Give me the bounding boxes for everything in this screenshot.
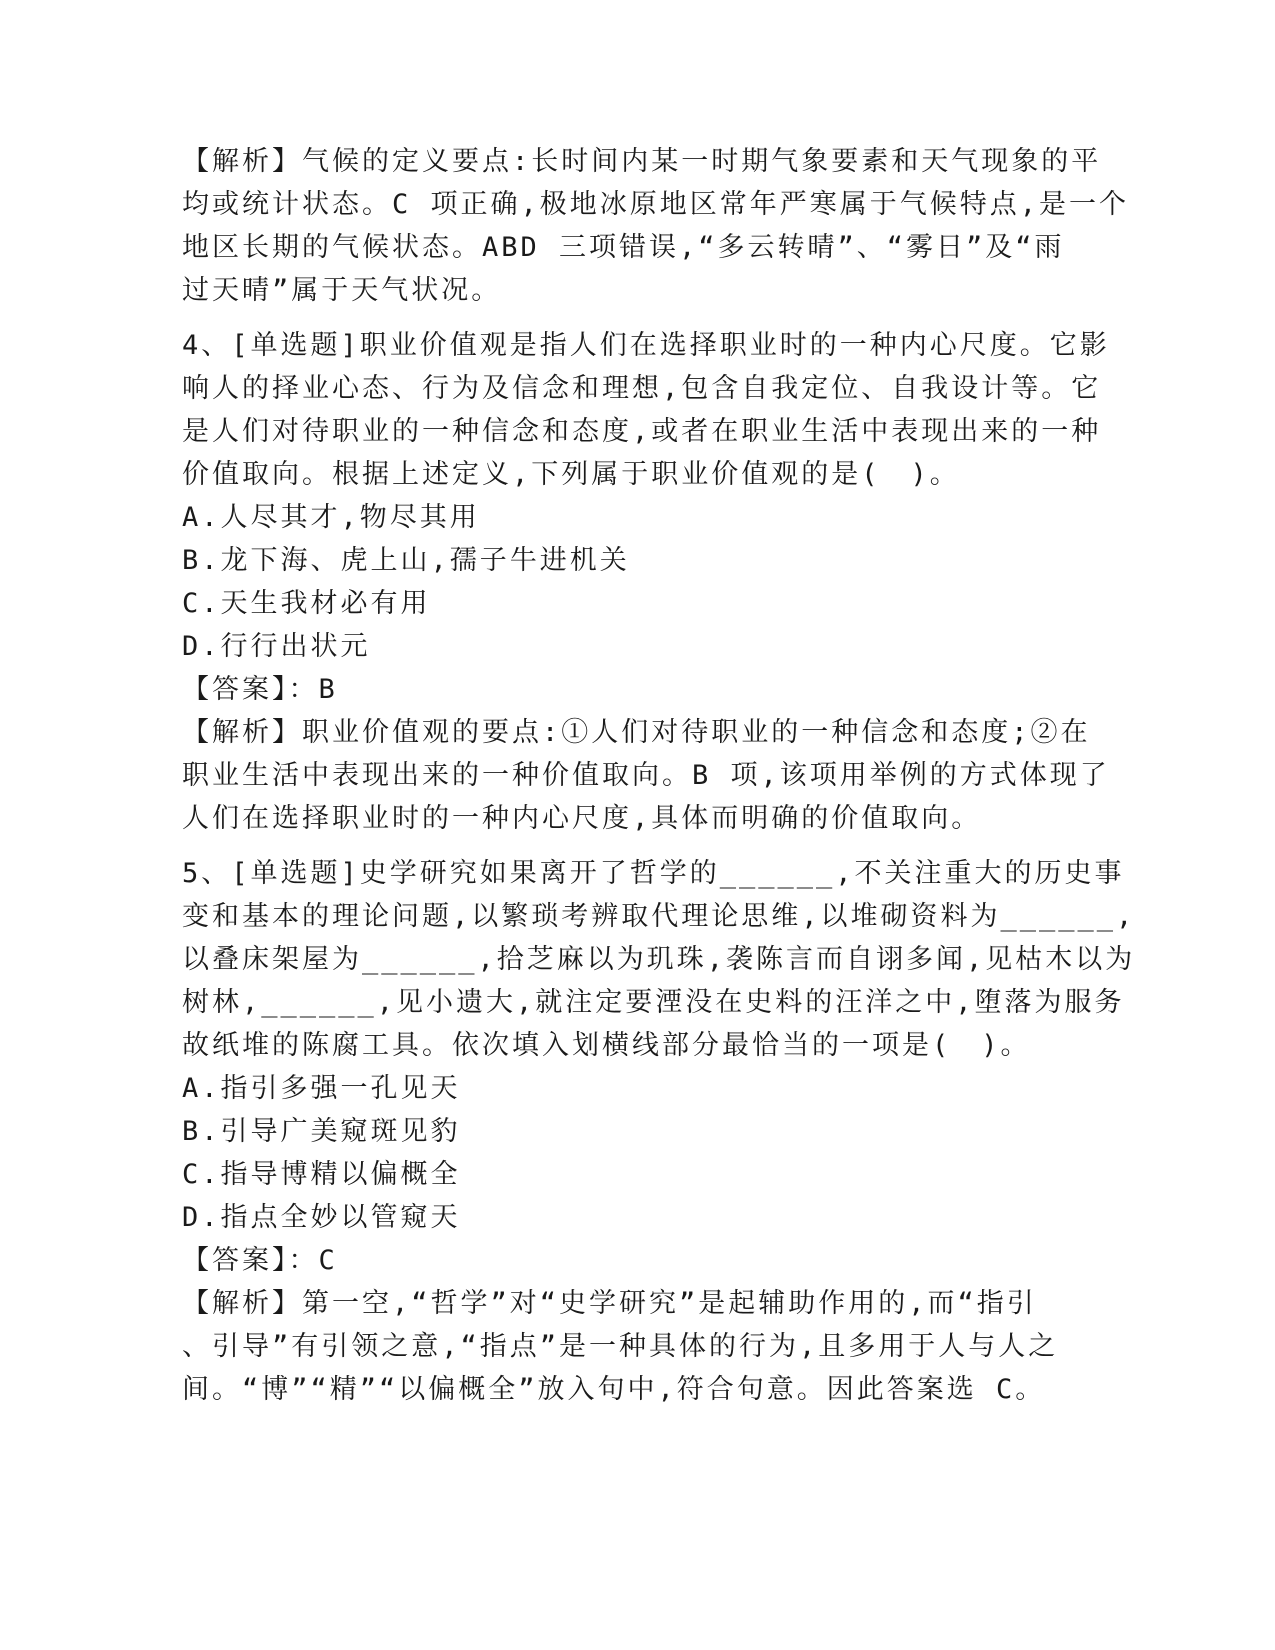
text-line: 地区长期的气候状态。ABD 三项错误,“多云转晴”、“雾日”及“雨 — [182, 232, 1065, 263]
question-stem-line: 树林,______,见小遗大,就注定要湮没在史料的汪洋之中,堕落为服务 — [182, 987, 1125, 1018]
analysis-line: 人们在选择职业时的一种内心尺度,具体而明确的价值取向。 — [182, 803, 982, 834]
option-d: D.指点全妙以管窥天 — [182, 1202, 461, 1233]
analysis-block-q3 — [182, 140, 1130, 312]
question-stem-line: 价值取向。根据上述定义,下列属于职业价值观的是( )。 — [182, 459, 960, 490]
question-stem-line: 故纸堆的陈腐工具。依次填入划横线部分最恰当的一项是( )。 — [182, 1030, 1031, 1061]
option-b: B.龙下海、虎上山,孺子牛进机关 — [182, 545, 630, 576]
answer-line: 【答案】：B — [182, 674, 338, 705]
answer-line: 【答案】：C — [182, 1245, 338, 1276]
spacer — [182, 312, 1082, 324]
question-stem-line: 4、[单选题]职业价值观是指人们在选择职业时的一种内心尺度。它影 — [182, 330, 1110, 361]
question-stem-line: 是人们对待职业的一种信念和态度,或者在职业生活中表现出来的一种 — [182, 416, 1102, 447]
option-b: B.引导广美窥斑见豹 — [182, 1116, 461, 1147]
analysis-line: 【解析】第一空,“哲学”对“史学研究”是起辅助作用的,而“指引 — [182, 1288, 1037, 1319]
question-stem-line: 变和基本的理论问题,以繁琐考辨取代理论思维,以堆砌资料为______, — [182, 901, 1136, 932]
option-a: A.人尽其才,物尽其用 — [182, 502, 480, 533]
question-4 — [182, 324, 1110, 840]
option-d: D.行行出状元 — [182, 631, 371, 662]
analysis-line: 间。“博”“精”“以偏概全”放入句中,符合句意。因此答案选 C。 — [182, 1374, 1046, 1405]
document-page — [182, 140, 1136, 1411]
text-line: 过天晴”属于天气状况。 — [182, 275, 502, 306]
analysis-line: 职业生活中表现出来的一种价值取向。B 项,该项用举例的方式体现了 — [182, 760, 1110, 791]
option-c: C.指导博精以偏概全 — [182, 1159, 461, 1190]
text-line: 均或统计状态。C 项正确,极地冰原地区常年严寒属于气候特点,是一个 — [182, 189, 1130, 220]
question-stem-line: 5、[单选题]史学研究如果离开了哲学的______,不关注重大的历史事 — [182, 858, 1125, 889]
question-5 — [182, 852, 1136, 1411]
text-line: 【解析】气候的定义要点:长时间内某一时期气象要素和天气现象的平 — [182, 146, 1102, 177]
question-stem-line: 以叠床架屋为______,拾芝麻以为玑珠,袭陈言而自诩多闻,见枯木以为 — [182, 944, 1136, 975]
option-a: A.指引多强一孔见天 — [182, 1073, 461, 1104]
option-c: C.天生我材必有用 — [182, 588, 431, 619]
analysis-line: 【解析】职业价值观的要点:①人们对待职业的一种信念和态度;②在 — [182, 717, 1091, 748]
analysis-line: 、引导”有引领之意,“指点”是一种具体的行为,且多用于人与人之 — [182, 1331, 1059, 1362]
spacer — [182, 840, 1082, 852]
question-stem-line: 响人的择业心态、行为及信念和理想,包含自我定位、自我设计等。它 — [182, 373, 1102, 404]
